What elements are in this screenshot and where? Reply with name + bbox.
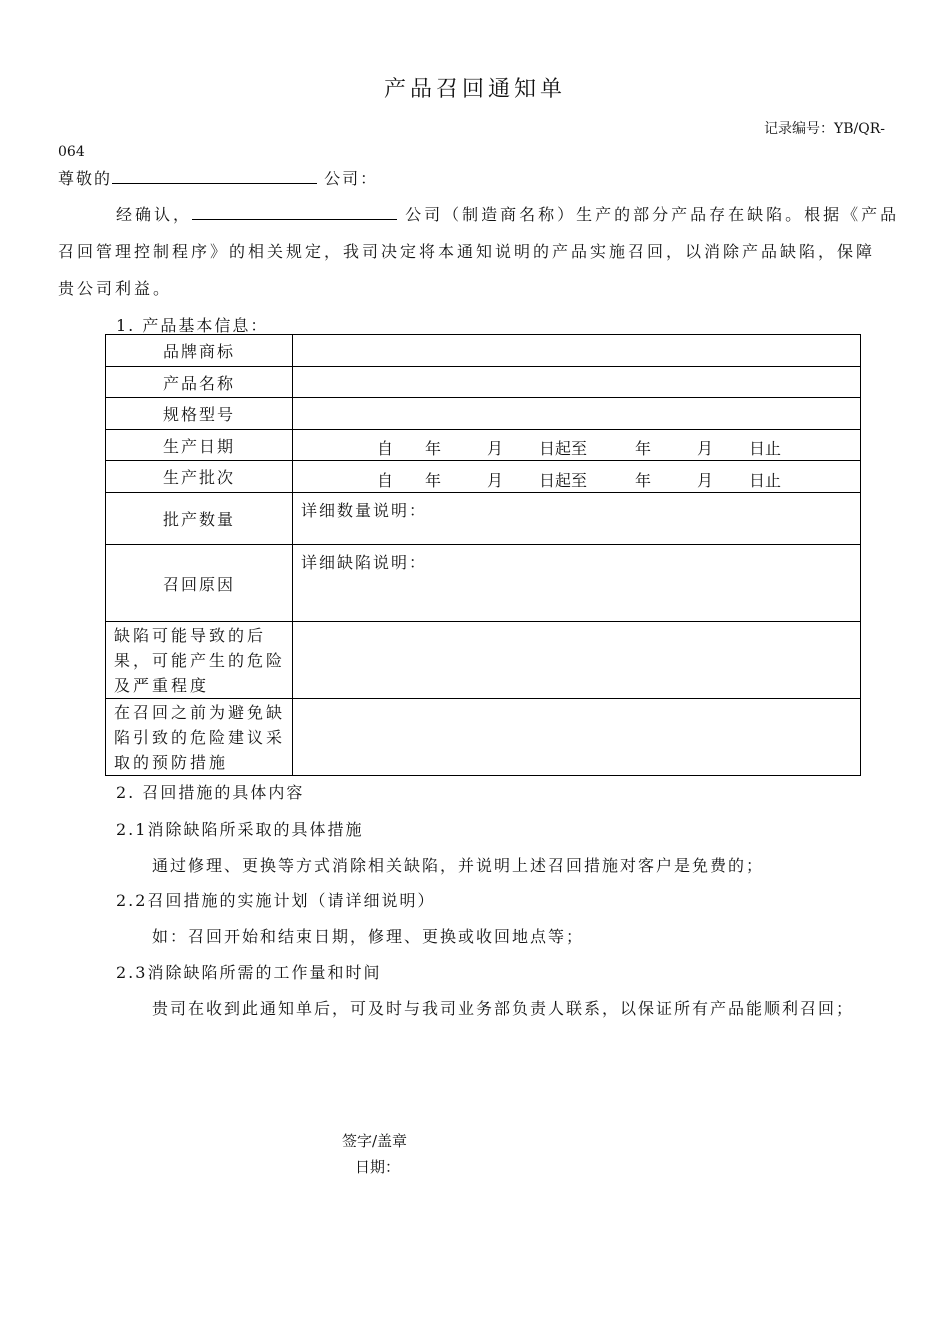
date-day-to: 日起至 [539,439,588,458]
date-month-end: 月 [697,439,714,458]
production-date-label: 生产日期 [106,430,293,461]
intro-line-2: 召回管理控制程序》的相关规定，我司决定将本通知说明的产品实施召回，以消除产品缺陷，保障 [58,242,876,261]
section2-1-body: 通过修理、更换等方式消除相关缺陷，并说明上述召回措施对客户是免费的； [152,856,765,875]
recall-reason-label: 召回原因 [106,545,293,622]
date-month: 月 [487,439,504,458]
brand-label: 品牌商标 [106,335,293,367]
date-from: 自 [377,439,394,458]
intro-prefix: 经确认， [116,205,193,224]
section2-2-body: 如：召回开始和结束日期，修理、更换或收回地点等； [152,927,585,946]
section2-heading: 2. 召回措施的具体内容 [116,783,305,802]
quantity-label: 批产数量 [106,493,293,545]
document-title: 产品召回通知单 [383,77,566,102]
consequence-value[interactable] [293,622,861,699]
batch-year-end: 年 [635,470,652,490]
date-day-end: 日止 [749,439,782,458]
salutation-suffix: 公司： [324,169,379,188]
intro-line-3: 贵公司利益。 [58,279,173,298]
product-name-label: 产品名称 [106,367,293,398]
spec-label: 规格型号 [106,398,293,430]
consequence-label: 缺陷可能导致的后果，可能产生的危险及严重程度 [106,622,293,699]
section2-1-title: 2.1消除缺陷所采取的具体措施 [116,820,364,839]
company-name-blank[interactable] [112,169,317,184]
batch-month: 月 [487,470,504,490]
product-info-table [105,334,861,776]
batch-from: 自 [377,470,394,490]
record-number-suffix: 064 [58,144,85,160]
section2-3-title: 2.3消除缺陷所需的工作量和时间 [116,963,382,982]
batch-year: 年 [425,470,442,490]
date-year-end: 年 [635,439,652,458]
prevention-label: 在召回之前为避免缺陷引致的危险建议采取的预防措施 [106,699,293,776]
spec-value[interactable] [293,398,861,430]
manufacturer-name-blank[interactable] [192,205,397,220]
signature-label: 签字/盖章 [342,1132,408,1150]
signature-date-label: 日期： [355,1158,401,1176]
brand-value[interactable] [293,335,861,367]
product-name-value[interactable] [293,367,861,398]
salutation-line [58,166,378,189]
recall-reason-note[interactable]: 详细缺陷说明： [293,545,861,622]
batch-value[interactable] [293,461,861,493]
batch-month-end: 月 [697,470,714,490]
record-number: 记录编号：YB/QR- [764,121,885,137]
quantity-note[interactable]: 详细数量说明： [293,493,861,545]
production-date-value[interactable] [293,430,861,461]
section2-3-body: 贵司在收到此通知单后，可及时与我司业务部负责人联系，以保证所有产品能顺利召回； [152,999,855,1018]
batch-label: 生产批次 [106,461,293,493]
intro-suffix: 公司（制造商名称）生产的部分产品存在缺陷。根据《产品 [405,205,900,224]
batch-day-to: 日起至 [539,470,588,490]
salutation-prefix: 尊敬的 [58,169,113,188]
section1-heading: 1. 产品基本信息： [116,316,269,335]
date-year: 年 [425,439,442,458]
intro-line-1 [116,202,899,225]
prevention-value[interactable] [293,699,861,776]
section2-2-title: 2.2召回措施的实施计划（请详细说明） [116,891,436,910]
batch-day-end: 日止 [749,470,782,490]
